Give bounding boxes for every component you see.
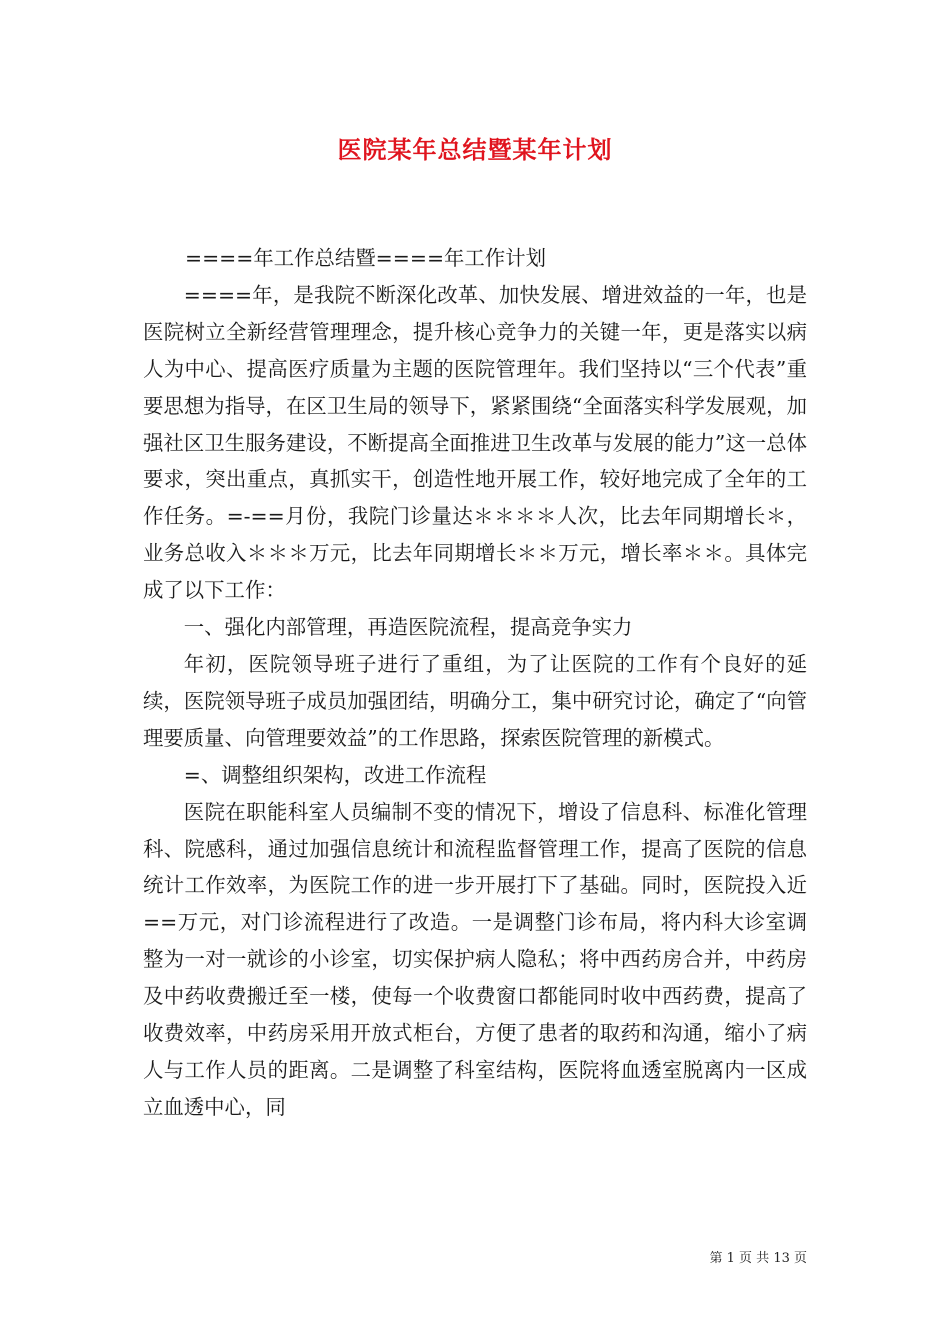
document-body — [143, 240, 807, 1126]
paragraph-intro: ====年，是我院不断深化改革、加快发展、增进效益的一年，也是医院树立全新经营管理理念，提升核心竞争力的关键一年，更是落实以病人为中心、提高医疗质量为主题的医院管理年。我们坚持以“三个代表”重要思想为指导，在区卫生局的领导下，紧紧围绕“全面落实科学发展观，加强社区卫生服务建设，不断提高全面推进卫生改革与发展的能力”这一总体要求，突出重点，真抓实干，创造性地开展工作，较好地完成了全年的工作任务。=-==月份，我院门诊量达＊＊＊＊人次，比去年同期增长＊，业务总收入＊＊＊万元，比去年同期增长＊＊万元，增长率＊＊。具体完成了以下工作： — [143, 282, 807, 603]
paragraph-organization: 医院在职能科室人员编制不变的情况下，增设了信息科、标准化管理科、院感科，通过加强信息统计和流程监督管理工作，提高了医院的信息统计工作效率，为医院工作的进一步开展打下了基础。同时，医院投入近==万元，对门诊流程进行了改造。一是调整门诊布局，将内科大诊室调整为一对一就诊的小诊室，切实保护病人隐私；将中西药房合并，中药房及中药收费搬迁至一楼，使每一个收费窗口都能同时收中西药费，提高了收费效率，中药房采用开放式柜台，方便了患者的取药和沟通，缩小了病人与工作人员的距离。二是调整了科室结构，医院将血透室脱离内一区成立血透中心，同 — [143, 799, 807, 1119]
document-subtitle: ====年工作总结暨====年工作计划 — [185, 246, 546, 270]
page-number-footer: 第 1 页 共 13 页 — [709, 1251, 807, 1266]
section-heading-1: 一、强化内部管理，再造医院流程，提高竞争实力 — [183, 615, 633, 640]
document-title: 医院某年总结暨某年计划 — [337, 135, 613, 164]
paragraph-leadership: 年初，医院领导班子进行了重组，为了让医院的工作有个良好的延续，医院领导班子成员加强团结，明确分工，集中研究讨论，确定了“向管理要质量、向管理要效益”的工作思路，探索医院管理的新模式。 — [143, 651, 807, 750]
section-heading-2: =、调整组织架构，改进工作流程 — [183, 762, 487, 787]
